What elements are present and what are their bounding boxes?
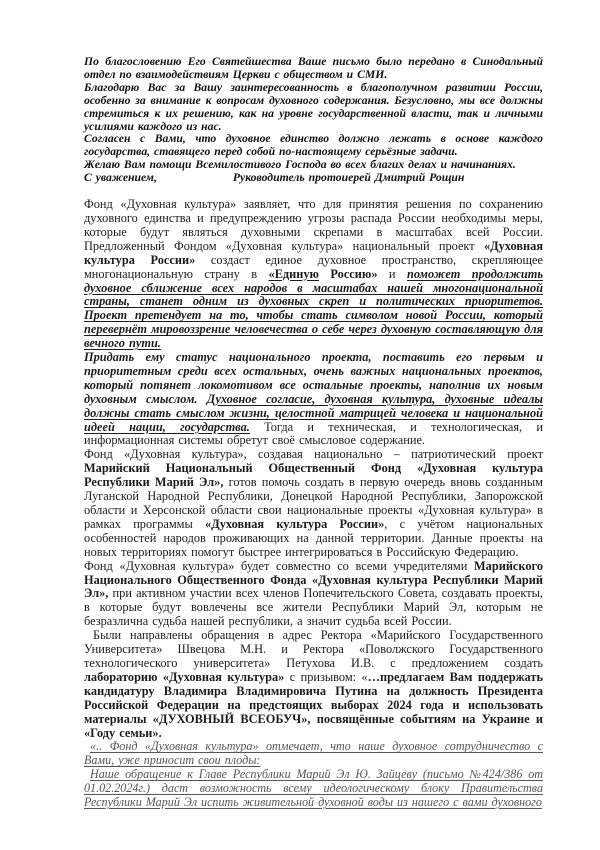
text-run: и	[377, 266, 407, 281]
text-run: поможет продолжить духовное сближение всех народов в масштабах нашей многонациональной страны, станет одним из духовных скреп и политических приоритетов. Проект претендует на то, чтобы стать символом новой России, который перевернёт мировоззрение человечества о себе через духовную составляющую для вечного пути.	[84, 266, 543, 351]
text-run: готов помочь создать в первую очередь вновь созданным Луганской Народной Республики, Донецкой Народной Республики, Запорожской области и Херсонской области свои национальные проекты «Духовная культура» в рамках программы	[84, 475, 543, 531]
text-run: , с учётом национальных особенностей народов проживающих на данной территории. Данные проекты на новых территориях помогут быстрее интегрироваться в Российскую Федерацию.	[84, 516, 543, 559]
text-run: «Духовная культура России»	[205, 516, 385, 531]
text-run: Марийского Национального Общественного Фонда «Духовная культура Республики Марий Эл»,	[84, 558, 543, 601]
text-run: при активном участии всех членов Попечительского Совета, создавать проекты, в которые будут вовлечены все жители Республики Марий Эл, которым не безразлична судьба нашей республики, а значит судьба всей России.	[84, 586, 543, 629]
text-run: Духовное согласие, духовная культура, духовные идеалы должны стать смыслом жизни, целостной матрицей человека и национальной идеей нации, государства.	[84, 391, 543, 434]
text-run: По благословению Его Святейшества Ваше письмо было передано в Синодальный отдел по взаимодействиям Церкви с обществом и СМИ.	[84, 55, 543, 81]
national-project-priority	[84, 351, 543, 448]
text-run: Фонд «Духовная культура», создавая национально – патриотический проект	[84, 447, 543, 462]
text-run: Марийский Национальный Общественный Фонд «Духовная культура Республики Марий Эл»,	[84, 461, 543, 490]
text-run: …предлагаем Вам поддержать кандидатуру Владимира Владимировича Путина на должность Президента Российской Федерации на предстоящих выборах 2024 года и использовать материалы «ДУХОВНЫЙ ВСЕОБУЧ», посвящённые событиям на Украине и «Году семьи».	[84, 669, 543, 740]
letter-line-agreement	[84, 133, 543, 159]
note-cooperation-fruits	[84, 740, 543, 768]
note-zaitsev-letter	[84, 768, 543, 810]
text-run: Были направлены обращения в адрес Ректора «Марийского Государственного Университета» Швецова М.Н. и Ректора «Поволжского Государственного технологического университета» Петухова И.В. с предложением создать	[84, 628, 543, 670]
text-run: Согласен с Вами, что духовное единство должно лежать в основе каждого государства, ставящего перед собой по-настоящему серьёзные задачи.	[84, 132, 543, 159]
text-run: С уважением,	[84, 171, 157, 185]
founders-cooperation	[84, 560, 543, 630]
text-run: Благодарю Вас за Вашу заинтересованность в благополучном развитии России, особенно за внимание к вопросам духовного содержания. Безусловно, мы все должны стремиться к их решению, как на уровне государственной власти, так и личными усилиями каждого из нас.	[84, 80, 543, 133]
fund-statement	[84, 198, 543, 351]
rectors-appeal	[84, 629, 543, 740]
text-run: Руководитель протоиерей Дмитрий Рощин	[232, 171, 465, 185]
text-run: Россию»	[319, 266, 378, 281]
text-run: «Духовная культура России»	[84, 238, 543, 267]
text-run: Наше обращение к Главе Республики Марий Эл Ю. Зайцеву (письмо №424/386 от 01.02.2024г.) даст возможность всему идеологическому блоку Правительства Республики Марий Эл испить живительной духовной воды из нашего с вами духовного	[84, 767, 543, 810]
text-run: «Единую	[268, 266, 319, 281]
text-run: Придать ему статус национального проекта, поставить его первым и приоритетным среди всех остальных, очень важных национальных проектов, который потянет локомотивом все остальные проекты, наполнив их новым духовным смыслом.	[84, 350, 543, 406]
new-territories-projects	[84, 448, 543, 559]
letter-line-gratitude	[84, 82, 543, 134]
letter-line-blessing	[84, 56, 543, 82]
text-run: «.. Фонд «Духовная культура» отмечает, что наше духовное сотрудничество с Вами, уже приносит свои плоды:	[84, 739, 543, 768]
text-run: Фонд «Духовная культура» заявляет, что для принятия решения по сохранению духовного единства и предупреждению угрозы распада России необходимы меры, которые будут являться духовными скрепами в масштабах всей России. Предложенный Фондом «Духовная культура» национальный проект	[84, 197, 543, 253]
letter-signature	[84, 172, 543, 185]
text-run: Тогда и техническая, и технологическая, и информационная системы обретут своё смысловое содержание.	[84, 419, 543, 448]
text-run: лабораторию «Духовная культура»	[84, 669, 285, 684]
text-run: с призывом: «	[284, 669, 368, 684]
text-run: создаст единое духовное пространство, скрепляющее многонациональную страну в	[84, 252, 543, 281]
text-run: Желаю Вам помощи Всемилостивого Господа во всех благих делах и начинаниях.	[84, 158, 516, 172]
text-run: Фонд «Духовная культура» будет совместно со всеми учредителями	[84, 558, 475, 573]
